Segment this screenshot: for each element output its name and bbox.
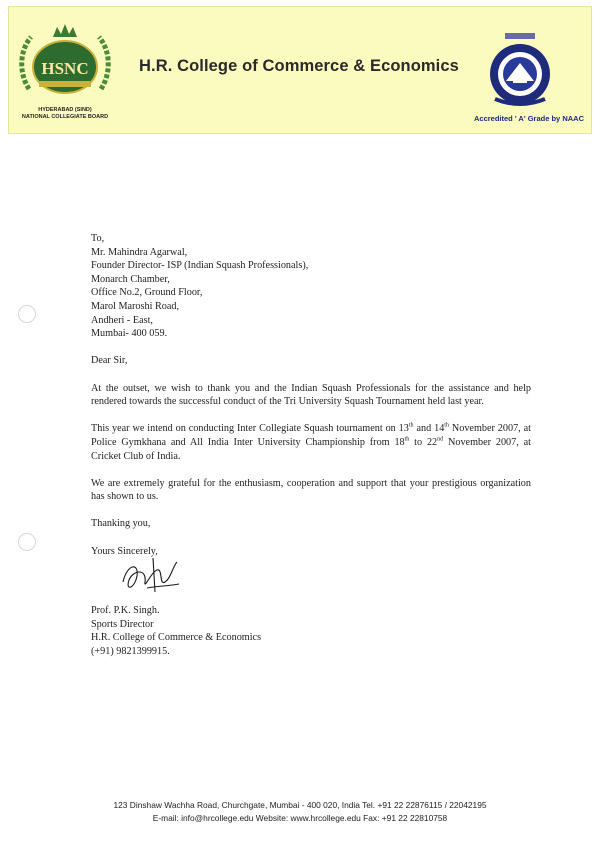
signatory-name: Prof. P.K. Singh. xyxy=(91,605,160,617)
college-emblem-icon xyxy=(485,29,555,109)
letterhead-footer xyxy=(0,799,600,824)
signatory-phone: (+91) 9821399915. xyxy=(91,646,170,658)
address-line: Mumbai- 400 059. xyxy=(91,328,168,340)
punch-hole-mark xyxy=(18,305,36,323)
hsnc-caption xyxy=(15,107,115,121)
letterhead-header xyxy=(8,6,592,134)
thanking-line: Thanking you, xyxy=(91,518,151,530)
paragraph-gratitude: We are extremely grateful for the enthusiasm, cooperation and support that your prestigious organization has shown to us. xyxy=(91,477,531,503)
signatory-institution: H.R. College of Commerce & Economics xyxy=(91,632,262,644)
address-line: Office No.2, Ground Floor, xyxy=(91,287,203,299)
naac-accreditation: Accredited ' A' Grade by NAAC xyxy=(474,114,584,123)
college-name: H.R. College of Commerce & Economics xyxy=(139,57,459,75)
address-line: Mr. Mahindra Agarwal, xyxy=(91,246,188,258)
signatory-block xyxy=(91,604,531,658)
address-line: Andheri - East, xyxy=(91,314,153,326)
punch-hole-mark xyxy=(18,533,36,551)
hsnc-caption-line2: NATIONAL COLLEGIATE BOARD xyxy=(21,114,109,120)
handwritten-signature-icon xyxy=(117,552,187,602)
paragraph-tournament: This year we intend on conducting Inter Collegiate Squash tournament on 13th and 14th November 2007, at Police Gymkhana and All India Inter University Championship from 18th to 22nd November 2007, at Cricket Club of India. xyxy=(91,422,532,462)
closing-line: Yours Sincerely, xyxy=(91,545,158,557)
letter-body xyxy=(91,232,531,659)
hsnc-caption-line1: HYDERABAD (SIND) xyxy=(38,107,92,113)
address-line: Marol Maroshi Road, xyxy=(91,300,179,312)
college-emblem xyxy=(485,29,555,109)
hsnc-logo xyxy=(15,19,115,129)
signatory-title: Sports Director xyxy=(91,618,154,630)
paragraph-thanks: At the outset, we wish to thank you and the Indian Squash Professionals for the assistance and help rendered towards the successful conduct of the Tri University Squash Tournament held last year. xyxy=(91,382,531,408)
footer-address: 123 Dinshaw Wachha Road, Churchgate, Mumbai - 400 020, India Tel. +91 22 22876115 / 22042195 xyxy=(113,800,487,810)
signature-area xyxy=(91,558,531,604)
to-line: To, xyxy=(91,233,105,244)
salutation: Dear Sir, xyxy=(91,355,128,367)
hsnc-logo-text: HSNC xyxy=(41,59,89,78)
recipient-address xyxy=(91,246,531,341)
footer-contact: E-mail: info@hrcollege.edu Website: www.hrcollege.edu Fax: +91 22 22810758 xyxy=(152,812,448,823)
address-line: Monarch Chamber, xyxy=(91,273,170,285)
address-line: Founder Director- ISP (Indian Squash Professionals), xyxy=(91,260,309,272)
hsnc-emblem-icon xyxy=(15,19,115,105)
